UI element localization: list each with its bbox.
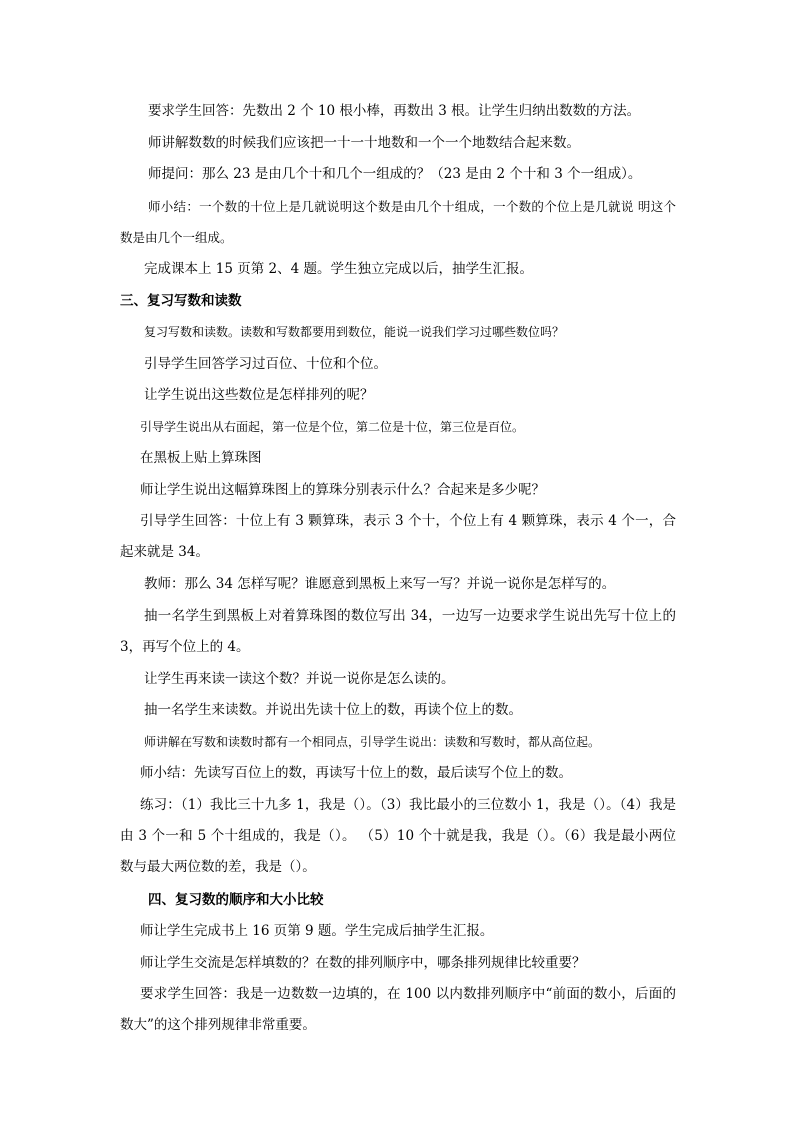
paragraph-1: 要求学生回答：先数出 2 个 10 根小棒，再数出 3 根。让学生归纳出数数的方法。: [148, 103, 641, 119]
paragraph-21: 师让学生交流是怎样填数的？在数的排列顺序中，哪条排列规律比较重要？: [140, 955, 586, 971]
paragraph-7: 引导学生回答学习过百位、十位和个位。: [144, 356, 387, 372]
section-heading-3: 三、复习写数和读数: [120, 293, 242, 309]
paragraph-5: 完成课本上 15 页第 2、4 题。学生独立完成以后，抽学生汇报。: [144, 261, 534, 277]
section-heading-4: 四、复习数的顺序和大小比较: [148, 892, 324, 908]
paragraph-3: 师提问：那么 23 是由几个十和几个一组成的？（23 是由 2 个十和 3 个一组成）。: [148, 166, 642, 182]
paragraph-4: 师小结：一个数的十位上是几就说明这个数是由几个十组成，一个数的个位上是几就说 明这个数是由几个一组成。: [120, 199, 676, 245]
paragraph-10: 在黑板上贴上算珠图: [140, 450, 262, 466]
paragraph-16: 抽一名学生来读数。并说出先读十位上的数，再读个位上的数。: [144, 702, 522, 718]
paragraph-9: 引导学生说出从右面起，第一位是个位，第二位是十位，第三位是百位。: [140, 420, 525, 434]
paragraph-8: 让学生说出这些数位是怎样排列的呢？: [144, 387, 374, 403]
paragraph-2: 师讲解数数的时候我们应该把一十一十地数和一个一个地数结合起来数。: [148, 135, 580, 151]
paragraph-6: 复习写数和读数。读数和写数都要用到数位，能说一说我们学习过哪些数位吗？: [144, 325, 565, 339]
paragraph-19-exercise: 练习：（1）我比三十九多 1，我是（）。（3）我比最小的三位数小 1，我是（）。（4）我是由 3 个一和 5 个十组成的，我是（）。 （5）10 个十就是我，我是（）。（6）我是最小两位数与最大两位数的差，我是（）。: [120, 797, 676, 875]
paragraph-22: 要求学生回答：我是一边数数一边填的，在 100 以内数排列顺序中“前面的数小，后面的数大”的这个排列规律非常重要。: [120, 986, 676, 1033]
paragraph-20: 师让学生完成书上 16 页第 9 题。学生完成后抽学生汇报。: [140, 923, 494, 939]
paragraph-13: 教师：那么 34 怎样写呢？谁愿意到黑板上来写一写？并说一说你是怎样写的。: [144, 576, 616, 592]
paragraph-18: 师小结：先读写百位上的数，再读写十位上的数，最后读写个位上的数。: [140, 765, 572, 781]
paragraph-17: 师讲解在写数和读数时都有一个相同点，引导学生说出：读数和写数时，都从高位起。: [144, 735, 601, 749]
paragraph-11: 师让学生说出这幅算珠图上的算珠分别表示什么？合起来是多少呢？: [140, 482, 545, 498]
paragraph-14: 抽一名学生到黑板上对着算珠图的数位写出 34，一边写一边要求学生说出先写十位上的 3，再写个位上的 4。: [120, 608, 676, 655]
paragraph-12: 引导学生回答：十位上有 3 颗算珠，表示 3 个十，个位上有 4 颗算珠，表示 4 个一，合起来就是 34。: [120, 513, 676, 560]
paragraph-15: 让学生再来读一读这个数？并说一说你是怎么读的。: [144, 671, 455, 687]
